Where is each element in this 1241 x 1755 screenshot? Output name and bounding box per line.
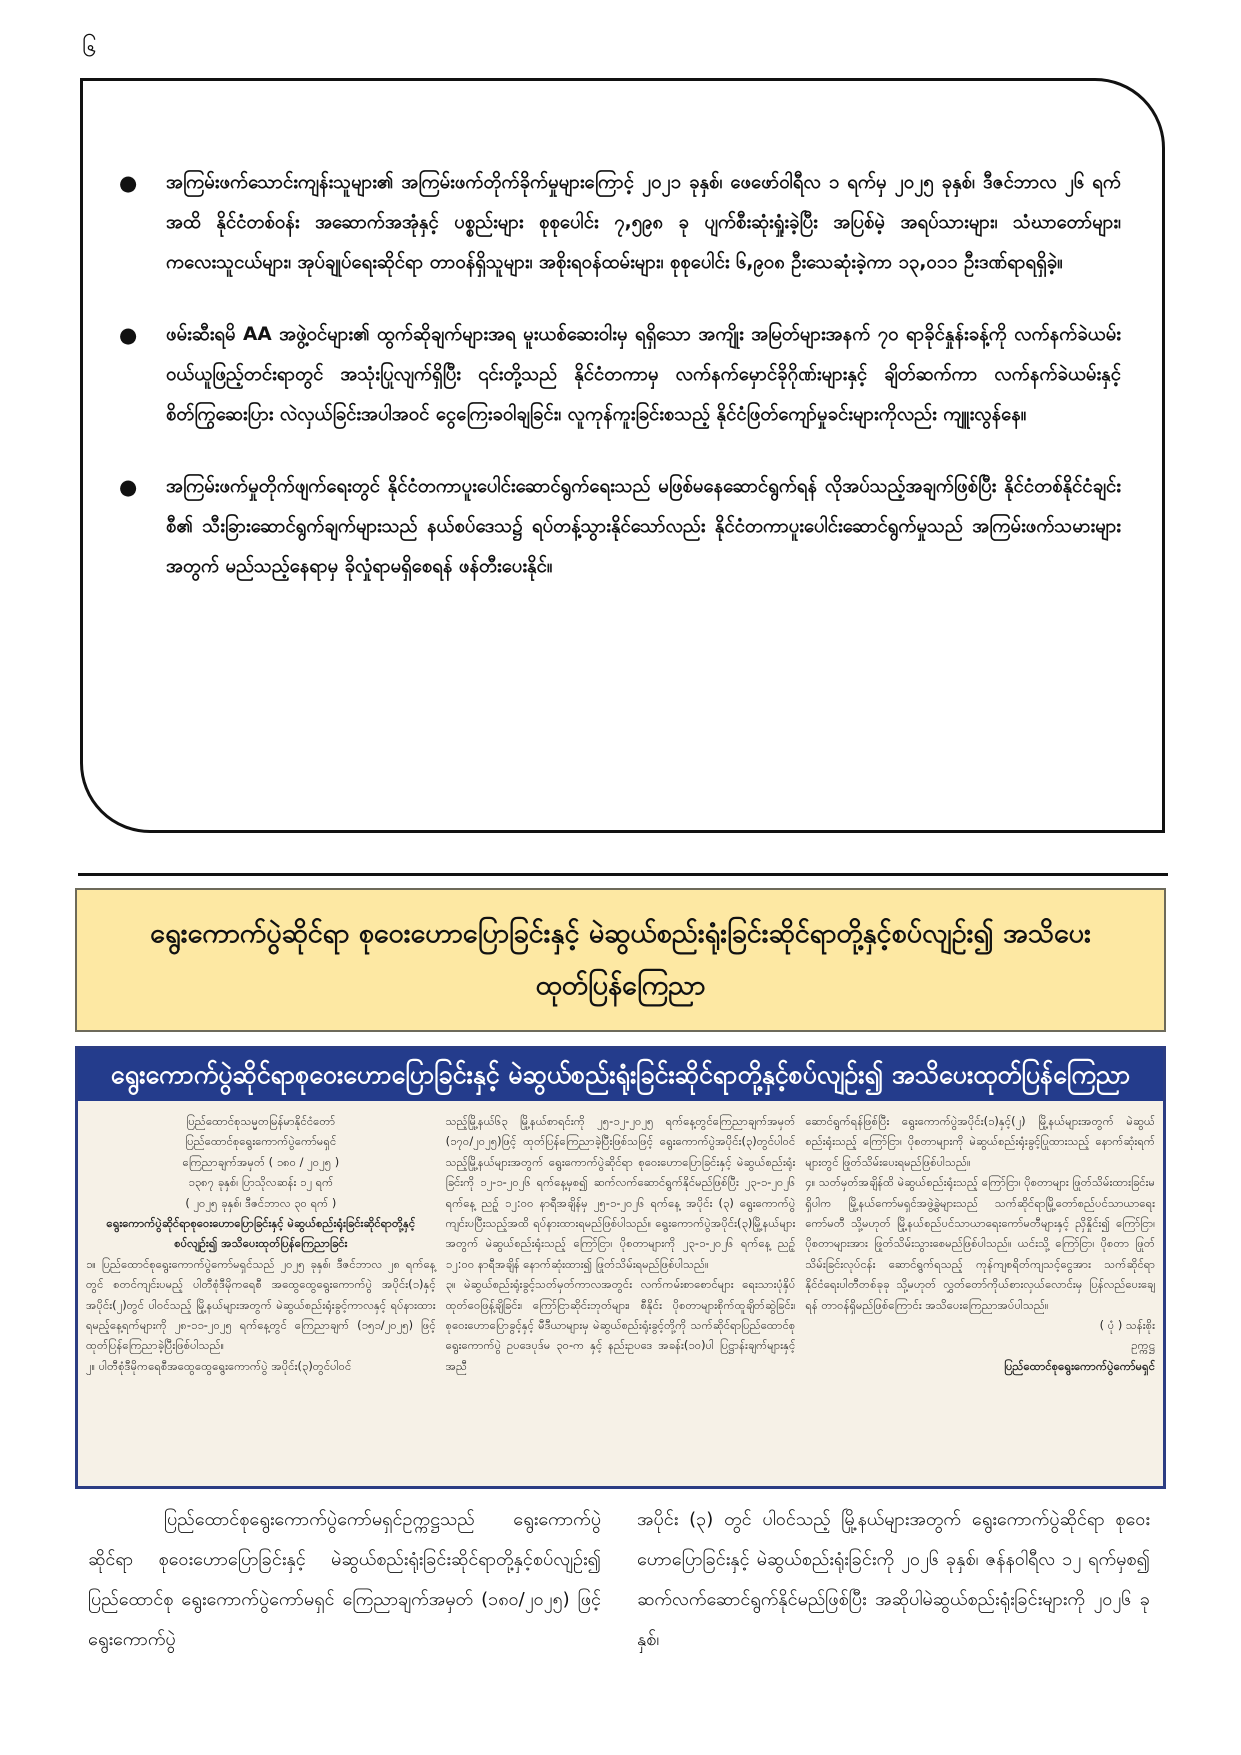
announcement-number: ကြေညာချက်အမှတ် ( ၁၈၀ / ၂၀၂၅ ) bbox=[182, 1154, 340, 1169]
key-points-box bbox=[80, 78, 1165, 833]
signature: ( ပုံ ) သန်းစိုး bbox=[1099, 1318, 1156, 1333]
announcement-paragraph: ဆောင်ရွက်ရန်ဖြစ်ပြီး ရွေးကောက်ပွဲအပိုင်း(၁)နှင့်(၂) မြို့နယ်များအတွက် မဲဆွယ်စည်းရုံးသည့် ကြော်ငြာ၊ ပိုစတာများကို မဲဆွယ်စည်းရုံးခွင့်ပြုထားသည့် နောက်ဆုံးရက်များတွင် ဖြုတ်သိမ်းပေးရမည်ဖြစ်ပါသည်။ bbox=[805, 1114, 1156, 1169]
announcement-column-2 bbox=[446, 1111, 796, 1376]
signature-commission: ပြည်ထောင်စုရွေးကောက်ပွဲကော်မရှင် bbox=[1004, 1358, 1156, 1373]
announcement-paragraph: ၃။ မဲဆွယ်စည်းရုံးခွင့်သတ်မှတ်ကာလအတွင်း လက်ကမ်းစာစောင်များ ရေးသားပုံနှိပ်ထုတ်ဝေဖြန့်ချိခြင်း၊ ကြော်ငြာဆိုင်းဘုတ်များ၊ စီနိုင်း ပိုစတာများစိုက်ထူချိတ်ဆွဲခြင်း၊ စုဝေးဟောပြောခွင့်နှင့် မီဒီယာများမှ မဲဆွယ်စည်းရုံးခွင့်တို့ကို သက်ဆိုင်ရာပြည်ထောင်စုရွေးကောက်ပွဲ ဥပဒေပုဒ်မ ၃၀-က နှင့် နည်းဥပဒေ အခန်း(၁၀)ပါ ပြဋ္ဌာန်းချက်များနှင့်အညီ bbox=[445, 1277, 796, 1373]
announcement-column-3 bbox=[805, 1111, 1155, 1376]
article-column-2: အပိုင်း (၃) တွင် ပါဝင်သည့် မြို့နယ်များအတွက် ရွေးကောက်ပွဲဆိုင်ရာ စုဝေးဟောပြောခြင်းနှင့် မဲဆွယ်စည်းရုံးခြင်းကို ၂၀၂၆ ခုနှစ်၊ ဇန်နဝါရီလ ၁၂ ရက်မှစ၍ ဆက်လက်ဆောင်ရွက်နိုင်မည်ဖြစ်ပြီး အဆိုပါမဲဆွယ်စည်းရုံးခြင်းများကို ၂၀၂၆ ခုနှစ်၊ bbox=[637, 1509, 1150, 1650]
announcement-date-en: ( ၂၀၂၅ ခုနှစ်၊ ဒီဇင်ဘာလ ၃၀ ရက် ) bbox=[185, 1195, 337, 1210]
key-point-item: ● အကြမ်းဖက်မှုတိုက်ဖျက်ရေးတွင် နိုင်ငံတကာပူးပေါင်းဆောင်ရွက်ရေးသည် မဖြစ်မနေဆောင်ရွက်ရန် လိုအပ်သည့်အချက်ဖြစ်ပြီး နိုင်ငံတစ်နိုင်ငံချင်းစီ၏ သီးခြားဆောင်ရွက်ချက်များသည် နယ်စပ်ဒေသ၌ ရပ်တန့်သွားနိုင်သော်လည်း နိုင်ငံတကာပူးပေါင်းဆောင်ရွက်မှုသည် အကြမ်းဖက်သမားများအတွက် မည်သည့်နေရာမှ ခိုလှုံရာမရှိစေရန် ဖန်တီးပေးနိုင်။ bbox=[119, 467, 1121, 587]
announcement-banner: ရွေးကောက်ပွဲဆိုင်ရာစုဝေးဟောပြောခြင်းနှင့် မဲဆွယ်စည်းရုံးခြင်းဆိုင်ရာတို့နှင့်စပ်လျဉ်း၍ အသိပေးထုတ်ပြန်ကြေညာ bbox=[78, 1049, 1163, 1101]
announcement-paragraph: ၂။ ပါတီစုံဒီမိုကရေစီအထွေထွေရွေးကောက်ပွဲ အပိုင်း(၃)တွင်ပါဝင် bbox=[86, 1358, 352, 1373]
announcement-paragraph: ၁။ ပြည်ထောင်စုရွေးကောက်ပွဲကော်မရှင်သည် ၂၀၂၅ ခုနှစ်၊ ဒီဇင်ဘာလ ၂၈ ရက်နေ့တွင် စတင်ကျင်းပမည့် ပါတီစုံဒီမိုကရေစီ အထွေထွေရွေးကောက်ပွဲ အပိုင်း(၁)နှင့် အပိုင်း(၂)တွင် ပါဝင်သည့် မြို့နယ်များအတွက် မဲဆွယ်စည်းရုံးခွင့်ကာလနှင့် ရပ်နားထားရမည့်နေ့ရက်များကို ၂၈-၁၁-၂၀၂၅ ရက်နေ့တွင် ကြေညာချက် (၁၅၁/၂၀၂၅) ဖြင့် ထုတ်ပြန်ကြေညာခဲ့ပြီးဖြစ်ပါသည်။ bbox=[86, 1256, 436, 1353]
signature-title: ဥက္ကဋ္ဌ bbox=[1131, 1338, 1156, 1353]
headline-box bbox=[75, 888, 1166, 1032]
announcement-date-mm: ၁၃၈၇ ခုနှစ်၊ ပြာသိုလဆန်း ၁၂ ရက် bbox=[188, 1175, 334, 1190]
page-number: ၆ bbox=[82, 33, 97, 63]
key-point-item: ● အကြမ်းဖက်သောင်းကျန်းသူများ၏ အကြမ်းဖက်တိုက်ခိုက်မှုများကြောင့် ၂၀၂၁ ခုနှစ်၊ ဖေဖော်ဝါရီလ ၁ ရက်မှ ၂၀၂၅ ခုနှစ်၊ ဒီဇင်ဘာလ ၂၆ ရက်အထိ နိုင်ငံတစ်ဝန်း အဆောက်အအုံနှင့် ပစ္စည်းများ စုစုပေါင်း ၇,၅၉၈ ခု ပျက်စီးဆုံးရှုံးခဲ့ပြီး အပြစ်မဲ့ အရပ်သားများ၊ သံဃာတော်များ၊ ကလေးသူငယ်များ၊ အုပ်ချုပ်ရေးဆိုင်ရာ တာဝန်ရှိသူများ၊ အစိုးရဝန်ထမ်းများ၊ စုစုပေါင်း ၆,၉၀၈ ဦးသေဆုံးခဲ့ကာ ၁၃,၀၁၁ ဦးဒဏ်ရာရရှိခဲ့။ bbox=[119, 163, 1121, 283]
announcement-image bbox=[75, 1046, 1166, 1489]
key-points-list bbox=[119, 163, 1121, 619]
announcement-column-1 bbox=[86, 1111, 436, 1376]
key-point-item: ● ဖမ်းဆီးရမိ AA အဖွဲ့ဝင်များ၏ ထွက်ဆိုချက်များအရ မူးယစ်ဆေးဝါးမှ ရရှိသော အကျိုး အမြတ်များအနက် ၇၀ ရာခိုင်နှုန်းခန့်ကို လက်နက်ခဲယမ်း ဝယ်ယူဖြည့်တင်းရာတွင် အသုံးပြုလျက်ရှိပြီး ၎င်းတို့သည် နိုင်ငံတကာမှ လက်နက်မှောင်ခိုဂိုဏ်းများနှင့် ချိတ်ဆက်ကာ လက်နက်ခဲယမ်းနှင့် စိတ်ကြွဆေးပြား လဲလှယ်ခြင်းအပါအဝင် ငွေကြေးခဝါချခြင်း၊ လူကုန်ကူးခြင်းစသည့် နိုင်ငံဖြတ်ကျော်မှုခင်းများကိုလည်း ကျူးလွန်နေ။ bbox=[119, 315, 1121, 435]
commission-name: ပြည်ထောင်စုရွေးကောက်ပွဲကော်မရှင် bbox=[185, 1134, 337, 1149]
headline-title: ရွေးကောက်ပွဲဆိုင်ရာ စုဝေးဟောပြောခြင်းနှင့် မဲဆွယ်စည်းရုံးခြင်းဆိုင်ရာတို့နှင့်စပ်လျဉ်း၍ အသိပေးထုတ်ပြန်ကြေညာ bbox=[150, 918, 1091, 1001]
announcement-paragraph: ၄။ သတ်မှတ်အချိန်ထိ မဲဆွယ်စည်းရုံးသည့် ကြော်ငြာ၊ ပိုစတာများ ဖြုတ်သိမ်းထားခြင်းမရှိပါက မြို့နယ်ကော်မရှင်အဖွဲ့ခွဲများသည် သက်ဆိုင်ရာမြို့တော်စည်ပင်သာယာရေးကော်မတီ သို့မဟုတ် မြို့နယ်စည်ပင်သာယာရေးကော်မတီများနှင့် ညှိနှိုင်း၍ ကြော်ငြာ၊ ပိုစတာများအား ဖြုတ်သိမ်းသွားစေမည်ဖြစ်ပါသည်။ ယင်းသို့ ကြော်ငြာ၊ ပိုစတာ ဖြုတ်သိမ်းခြင်းလုပ်ငန်း ဆောင်ရွက်ရသည့် ကုန်ကျစရိတ်ကျသင့်ငွေအား သက်ဆိုင်ရာနိုင်ငံရေးပါတီတစ်ခုခု သို့မဟုတ် လွှတ်တော်ကိုယ်စားလှယ်လောင်းမှ ပြန်လည်ပေးချေရန် တာဝန်ရှိမည်ဖြစ်ကြောင်း အသိပေးကြေညာအပ်ပါသည်။ bbox=[805, 1175, 1156, 1312]
article-column-1: ပြည်ထောင်စုရွေးကောက်ပွဲကော်မရှင်ဥက္ကဋ္ဌသည် ရွေးကောက်ပွဲဆိုင်ရာ စုဝေးဟောပြောခြင်းနှင့် မဲဆွယ်စည်းရုံးခြင်းဆိုင်ရာတို့နှင့်စပ်လျဉ်း၍ ပြည်ထောင်စု ရွေးကောက်ပွဲကော်မရှင် ကြေညာချက်အမှတ် (၁၈၀/၂၀၂၅) ဖြင့် ရွေးကောက်ပွဲ bbox=[88, 1509, 601, 1650]
announcement-paragraph: သည့်မြို့နယ်၆၃ မြို့နယ်စာရင်းကို ၂၅-၁၂-၂၀၂၅ ရက်နေ့တွင်ကြေညာချက်အမှတ် (၁၇၀/၂၀၂၅)ဖြင့် ထုတ်ပြန်ကြေညာခဲ့ပြီးဖြစ်သဖြင့် ရွေးကောက်ပွဲအပိုင်း(၃)တွင်ပါဝင်သည့်မြို့နယ်များအတွက် ရွေးကောက်ပွဲဆိုင်ရာ စုဝေးဟောပြောခြင်းနှင့် မဲဆွယ်စည်းရုံးခြင်းကို ၁၂-၁-၂၀၂၆ ရက်နေ့မှစ၍ ဆက်လက်ဆောင်ရွက်နိုင်မည်ဖြစ်ပြီး ၂၃-၁-၂၀၂၆ ရက်နေ့ ညဉ့် ၁၂:၀၀ နာရီအချိန်မှ ၂၅-၁-၂၀၂၆ ရက်နေ့ အပိုင်း (၃) ရွေးကောက်ပွဲကျင်းပပြီးသည့်အထိ ရပ်နားထားရမည်ဖြစ်ပါသည်။ ရွေးကောက်ပွဲအပိုင်း(၃)မြို့နယ်များအတွက် မဲဆွယ်စည်းရုံးသည့် ကြော်ငြာ၊ ပိုစတာများကို ၂၃-၁-၂၀၂၆ ရက်နေ့ ညဉ့် ၁၂:၀၀ နာရီအချိန် နောက်ဆုံးထား၍ ဖြုတ်သိမ်းရမည်ဖြစ်ပါသည်။ bbox=[445, 1114, 796, 1271]
announcement-columns bbox=[78, 1101, 1163, 1376]
section-divider bbox=[78, 873, 1168, 876]
country-name: ပြည်ထောင်စုသမ္မတမြန်မာနိုင်ငံတော် bbox=[186, 1114, 336, 1128]
article-body bbox=[88, 1500, 1150, 1660]
announcement-subject: ရွေးကောက်ပွဲဆိုင်ရာစုဝေးဟောပြောခြင်းနှင့် မဲဆွယ်စည်းရုံးခြင်းဆိုင်ရာတို့နှင့်စပ်လျဉ်း၍ အသိပေးထုတ်ပြန်ကြေညာခြင်း bbox=[106, 1216, 416, 1251]
